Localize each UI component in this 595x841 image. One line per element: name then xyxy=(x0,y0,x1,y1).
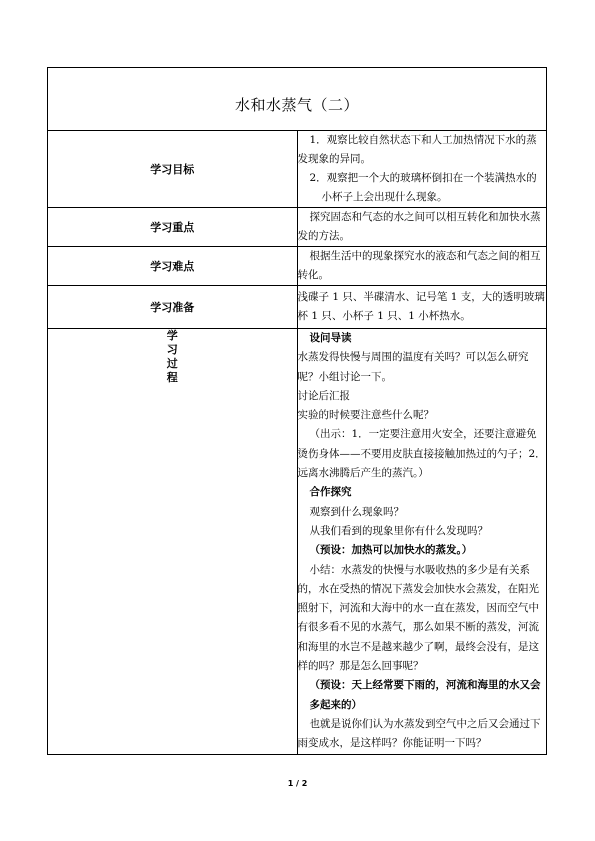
key-points-text: 探究固态和气态的水之间可以相互转化和加快水蒸发的方法。 xyxy=(297,211,541,242)
content-key-points xyxy=(297,208,547,247)
section-heading-guided-questions: 设问导读 xyxy=(309,332,352,344)
goal-line-2: 2．观察把一个大的玻璃杯倒扣在一个装满热水的小杯子上会出现什么现象。 xyxy=(309,172,537,203)
label-learning-process xyxy=(48,329,298,755)
learning-process-vertical-label: 学习过程 xyxy=(166,329,178,384)
question-evaporation-temperature: 水蒸发得快慢与周围的温度有关吗？可以怎么研究呢？小组讨论一下。 xyxy=(297,351,529,383)
row-learning-goals xyxy=(48,131,547,208)
content-learning-goals xyxy=(297,131,547,208)
section-heading-cooperative-inquiry: 合作探究 xyxy=(309,486,352,499)
goal-line-1: 1．观察比较自然状态下和人工加热情况下水的蒸发现象的异同。 xyxy=(297,134,537,165)
row-difficulties xyxy=(48,247,547,286)
summary-paragraph: 小结：水蒸发的快慢与水吸收热的多少是有关系的，水在受热的情况下蒸发会加快水会蒸发，在阳光照射下，河流和大海中的水一直在蒸发，因而空气中有很多看不见的水蒸气，那么如果不断的蒸发，河流和海里的水岂不是越来越少了啊，最终会没有，是这样的吗？那是怎么回事呢？ xyxy=(297,563,539,673)
safety-note: （出示：1．一定要注意用火安全，还要注意避免烫伤身体——不要用皮肤直接接触加热过的勺子；2．远离水沸腾后产生的蒸汽。） xyxy=(297,428,546,480)
content-difficulties xyxy=(297,247,547,286)
label-preparation: 学习准备 xyxy=(48,286,298,329)
label-difficulties: 学习难点 xyxy=(48,247,298,286)
title-cell xyxy=(48,68,547,131)
preparation-text: 浅碟子 1 只、半碟清水、记号笔 1 支，大的透明玻璃杯 1 只、小杯子 1 只、1 小杯热水。 xyxy=(297,291,545,322)
label-learning-goals: 学习目标 xyxy=(48,131,298,208)
final-question: 也就是说你们认为水蒸发到空气中之后又会通过下雨变成水，是这样吗？你能证明一下吗？ xyxy=(297,717,541,750)
question-observation: 观察到什么现象吗？ xyxy=(309,505,404,518)
preset-rain-refills-water: （预设：天上经常要下雨的，河流和海里的水又会多起来的） xyxy=(309,679,541,711)
question-discovery: 从我们看到的现象里你有什么发现吗？ xyxy=(309,524,488,537)
label-key-points: 学习重点 xyxy=(48,208,298,247)
row-learning-process xyxy=(48,329,547,755)
lesson-plan-table xyxy=(47,67,547,755)
question-experiment-caution: 实验的时候要注意些什么呢？ xyxy=(297,409,434,422)
preset-heating-speeds-evaporation: （预设：加热可以加快水的蒸发。） xyxy=(309,544,473,557)
report-after-discussion: 讨论后汇报 xyxy=(297,389,350,402)
row-key-points xyxy=(48,208,547,247)
page-title: 水和水蒸气（二） xyxy=(234,95,359,114)
row-preparation xyxy=(48,286,547,329)
difficulties-text: 根据生活中的现象探究水的液态和气态之间的相互转化。 xyxy=(297,250,541,281)
content-preparation xyxy=(297,286,547,329)
content-learning-process xyxy=(297,329,547,755)
page-number: 1 / 2 xyxy=(287,779,308,788)
